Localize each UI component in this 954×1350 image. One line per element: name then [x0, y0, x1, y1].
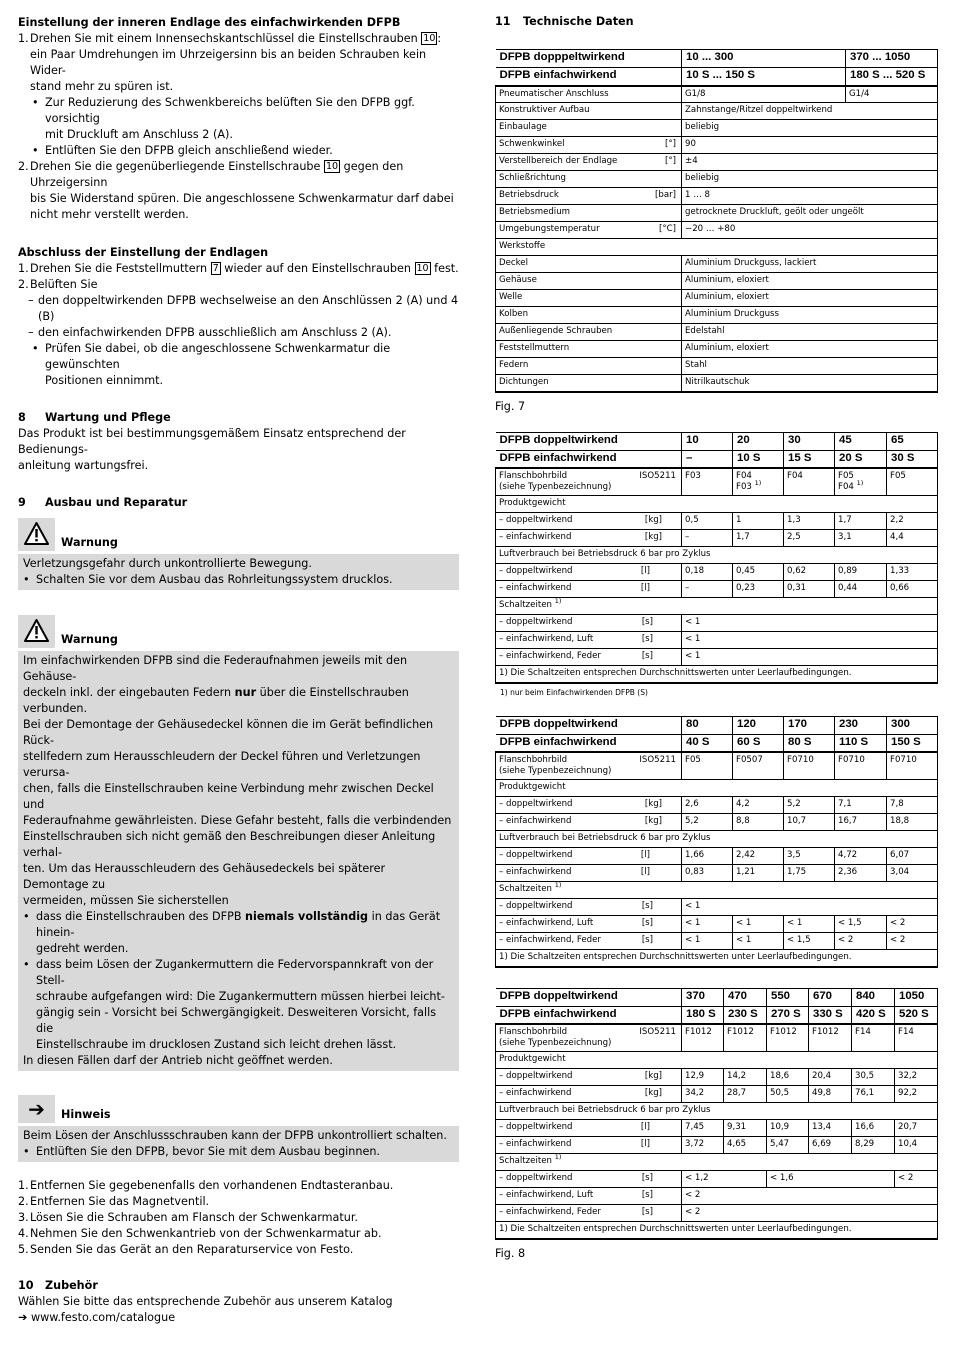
table-row: Schaltzeiten $^{1)}$: [496, 882, 938, 899]
section-9-heading: 9 Ausbau und Reparatur: [18, 496, 188, 509]
footnote: 1) nur beim Einfachwirkenden DFPB (S): [500, 687, 648, 697]
table-header-row: DFPB einfachwirkend 10 S ... 150 S 180 S ... 520 S: [496, 68, 938, 86]
table-row: – einfachwirkend [kg] 5,2 8,8 10,7 16,7 18,8: [496, 814, 938, 831]
table-row: – doppeltwirkend [s] < 1: [496, 899, 938, 916]
table-header-row: DFPB einfachwirkend – 10 S 15 S 20 S 30 S: [496, 450, 938, 468]
arrow-right-icon: ➔: [18, 1095, 55, 1123]
table-row: Pneumatischer Anschluss G1/8 G1/4: [496, 86, 938, 103]
table-row: Welle Aluminium, eloxiert: [496, 290, 938, 307]
ref-number: 7: [212, 263, 219, 274]
spec-table-large: [495, 988, 938, 1240]
list-item: 2. Entfernen Sie das Magnetventil.: [18, 1195, 210, 1208]
table-row: Einbaulage beliebig: [496, 120, 938, 137]
table-row: Gehäuse Aluminium, eloxiert: [496, 273, 938, 290]
warning-label: Warnung: [61, 536, 118, 549]
table-row: Schaltzeiten $^{1)}$: [496, 1154, 938, 1171]
dash-item: – den einfachwirkenden DFPB ausschließlich am Anschluss 2 (A).: [28, 326, 392, 339]
table-row: – doppeltwirkend [kg] 2,6 4,2 5,2 7,1 7,8: [496, 797, 938, 814]
table-row: Verstellbereich der Endlage [°] ±4: [496, 154, 938, 171]
table-row: Schließrichtung beliebig: [496, 171, 938, 188]
table-note-row: 1) Die Schaltzeiten entsprechen Durchschnittswerten unter Leerlaufbedingungen.: [496, 666, 938, 683]
table-row: Flanschbohrbild ISO5211 (siehe Typenbezeichnung) F1012 F1012 F1012 F1012 F14 F14: [496, 1024, 938, 1052]
table-row: Werkstoffe: [496, 239, 938, 256]
ref-number: 10: [416, 263, 429, 274]
hint-label: Hinweis: [61, 1108, 111, 1121]
abschluss-heading: Abschluss der Einstellung der Endlagen: [18, 246, 269, 259]
table-row: Außenliegende Schrauben Edelstahl: [496, 324, 938, 341]
table-row: Umgebungstemperatur [°C] −20 … +80: [496, 222, 938, 239]
table-header-row: DFPB doppeltwirkend 370 470 550 670 840 1050: [496, 988, 938, 1006]
bullet-item: • Prüfen Sie dabei, ob die angeschlossene Schwenkarmatur die gewünschten Positionen einnimmt.: [32, 342, 391, 387]
right-column: [495, 14, 937, 1262]
table-note-row: 1) Die Schaltzeiten entsprechen Durchschnittswerten unter Leerlaufbedingungen.: [496, 950, 938, 967]
table-row: – einfachwirkend, Luft [s] < 2: [496, 1188, 938, 1205]
table-row: – doppeltwirkend [kg] 0,5 1 1,3 1,7 2,2: [496, 513, 938, 530]
repair-steps: [18, 1178, 459, 1258]
list-item: 2. Drehen Sie die gegenüberliegende Einstellschraube 10 gegen den Uhrzeigersinn bis Sie Widerstand spüren. Die angeschlossene Schwenkarmatur darf dabei nicht mehr verstellt werden.: [18, 160, 454, 221]
list-item: 3. Lösen Sie die Schrauben am Flansch der Schwenkarmatur.: [18, 1211, 358, 1224]
table-row: Betriebsmedium getrocknete Druckluft, geölt oder ungeölt: [496, 205, 938, 222]
table-row: Konstruktiver Aufbau Zahnstange/Ritzel doppeltwirkend: [496, 103, 938, 120]
table-row: – doppeltwirkend [l] 7,45 9,31 10,9 13,4 16,6 20,7: [496, 1120, 938, 1137]
table-row: – doppeltwirkend [s] < 1,2 < 1,6 < 2: [496, 1171, 938, 1188]
hint-header: [18, 1091, 459, 1123]
table-row: – doppeltwirkend [l] 1,66 2,42 3,5 4,72 6,07: [496, 848, 938, 865]
table-row: – einfachwirkend, Luft [s] < 1 < 1 < 1 < 1,5 < 2: [496, 916, 938, 933]
table-row: Produktgewicht: [496, 1052, 938, 1069]
table-row: Produktgewicht: [496, 780, 938, 797]
dash-item: – den doppeltwirkenden DFPB wechselweise an den Anschlüssen 2 (A) und 4 (B): [28, 294, 459, 323]
warning-label: Warnung: [61, 633, 118, 646]
list-item: 5. Senden Sie das Gerät an den Reparaturservice von Festo.: [18, 1243, 354, 1256]
warning-box: Verletzungsgefahr durch unkontrollierte Bewegung. • Schalten Sie vor dem Ausbau das Rohrleitungssystem drucklos.: [18, 554, 459, 590]
warning-header: [18, 612, 459, 648]
list-item: 1. Drehen Sie die Feststellmuttern 7 wieder auf den Einstellschrauben 10 fest.: [18, 262, 459, 275]
table-row: Schaltzeiten $^{1)}$: [496, 598, 938, 615]
list-item: 1. Drehen Sie mit einem Innensechskantschlüssel die Einstellschrauben 10 : ein Paar Umdrehungen im Uhrzeigersinn bis an beiden Schrauben kein Wider- stand mehr zu spüren ist.: [18, 32, 442, 93]
list-item: 4. Nehmen Sie den Schwenkantrieb von der Schwenkarmatur ab.: [18, 1227, 382, 1240]
table-row: Luftverbrauch bei Betriebsdruck 6 bar pro Zyklus: [496, 831, 938, 848]
section-10-heading: 10 Zubehör: [18, 1279, 98, 1292]
section-8-heading: 8 Wartung und Pflege: [18, 411, 171, 424]
table-row: – einfachwirkend, Feder [s] < 1: [496, 649, 938, 666]
table-row: – einfachwirkend [kg] – 1,7 2,5 3,1 4,4: [496, 530, 938, 547]
catalogue-link[interactable]: ➔ www.festo.com/catalogue: [18, 1311, 176, 1324]
ref-number: 10: [423, 33, 436, 44]
table-row: – einfachwirkend [l] – 0,23 0,31 0,44 0,66: [496, 581, 938, 598]
endlage-steps: [18, 31, 459, 95]
table-row: – doppeltwirkend [kg] 12,9 14,2 18,6 20,4 30,5 32,2: [496, 1069, 938, 1086]
left-column: Einstellung der inneren Endlage des einfachwirkenden DFPB 1. Drehen Sie mit einem Innensechskantschlüssel die Einstellschrauben 10 : ein Paar Umdrehungen im Uhrzeigersinn bis an beiden Schrauben kein Wider- stand mehr zu spüren ist. • Zur Reduzierung des Schwenkbereichs belüften Sie den DFPB ggf. vorsichtig mit Druckluft am Anschluss 2 (A). • Entlüften Sie den DFPB gleich anschließend wieder. 2. Drehen Sie die gegenüberliegende Einstellschraube 10 gegen den Uhrzeigersinn bis Sie Widerstand spüren. Die angeschlossene Schwenkarmatur darf dabei nicht mehr verstellt werden. Abschluss der Einstellung der Endlagen 1. Drehen Sie die Feststellmuttern 7 wieder auf den Einstellschrauben 10 fest. 2. Belüften Sie – den doppeltwirkenden DFPB wechselweise an den Anschlüssen 2 (A) und 4 (B) – den einfachwirkenden DFPB ausschließlich am Anschluss 2 (A). • Prüfen Sie dabei, ob die angeschlossene Schwenkarmatur die gewünschten Positionen einnimmt. 8 Wartung und Pflege Das Produkt ist bei bestimmungsgemäßem Einsatz entsprechend der Bedienungs- anleitung wartungsfrei. 9 Ausbau und Reparatur Warnung Verletzungsgefahr durch unkontrollierte Bewegung. • Schalten Sie vor dem Ausbau das Rohrleitungssystem drucklos. Warnung Im einfachwirkenden DFPB sind die Federaufnahmen jeweils mit den Gehäuse- deckeln inkl. der eingebauten Federn nur über die Einstellschrauben verbunden. Bei der Demontage der Gehäusedeckel können die im Gerät befindlichen Rück- stellfedern zum Herausschleudern der Deckel führen und Verletzungen verursa- chen, falls die Einstellschrauben keine Verbindung mehr zwischen Deckel und Federaufnahme gewährleisten. Diese Gefahr besteht, falls die verbindenden Einstellschrauben sich nicht gemäß den Beschreibungen dieser Anleitung verhal- ten. Um das Herausschleudern des Gehäusedeckels bei späterer Demontage zu vermeiden, müssen Sie sicherstellen • dass die Einstellschrauben des DFPB niemals vollständig in das Gerät hinein- gedreht werden. • dass beim Lösen der Zugankermuttern die Federvorspannkraft von der Stell- schraube aufgefangen wird: Die Zugankermuttern müssen hierbei leicht- gängig sein - Vorsicht bei Schwergängigkeit. Desweiteren Vorsicht, falls die Einstellschraube im drucklosen Zustand sich leicht drehen lässt. In diesen Fällen darf der Antrieb nicht geöffnet werden. ➔ Hinweis Beim Lösen der Anschlussschrauben kann der DFPB unkontrolliert schalten. • Entlüften Sie den DFPB, bevor Sie mit dem Ausbau beginnen. 1. Entfernen Sie gegebenenfalls den vorhandenen Endtasteranbau. 2. Entfernen Sie das Magnetventil. 3. Lösen Sie die Schrauben am Flansch der Schwenkarmatur. 4. Nehmen Sie den Schwenkantrieb von der Schwenkarmatur ab. 5. Senden Sie das Gerät an den Reparaturservice von Festo. 10 Zubehör Wählen Sie bitte das entsprechende Zubehör aus unserem Katalog ➔ www.festo.com/catalogue: [18, 16, 459, 1324]
hint-box: Beim Lösen der Anschlussschrauben kann der DFPB unkontrolliert schalten. • Entlüften Sie den DFPB, bevor Sie mit dem Ausbau beginnen.: [18, 1126, 459, 1162]
figure-caption: Fig. 7: [495, 399, 526, 413]
section-8-text: Das Produkt ist bei bestimmungsgemäßem Einsatz entsprechend der Bedienungs- anleitung wartungsfrei.: [18, 427, 406, 472]
warning-triangle-icon: [18, 615, 55, 648]
table-row: Flanschbohrbild ISO5211 (siehe Typenbezeichnung) F03 F04 F03 $^{1)}$ F04 F05 F04 $^{1)}$ F05: [496, 468, 938, 496]
figure-caption: Fig. 8: [495, 1246, 526, 1260]
table-row: – einfachwirkend [kg] 34,2 28,7 50,5 49,8 76,1 92,2: [496, 1086, 938, 1103]
table-header-row: DFPB doppeltwirkend 80 120 170 230 300: [496, 716, 938, 734]
table-row: – einfachwirkend [l] 0,83 1,21 1,75 2,36 3,04: [496, 865, 938, 882]
section-11-heading: 11 Technische Daten: [495, 15, 634, 28]
table-header-row: DFPB einfachwirkend 180 S 230 S 270 S 330 S 420 S 520 S: [496, 1006, 938, 1024]
tech-data-table: [495, 49, 938, 393]
table-row: Deckel Aluminium Druckguss, lackiert: [496, 256, 938, 273]
warning-triangle-icon: [18, 518, 55, 551]
table-row: Dichtungen Nitrilkautschuk: [496, 375, 938, 392]
table-row: – einfachwirkend, Feder [s] < 2: [496, 1205, 938, 1222]
warning-header: [18, 515, 459, 551]
list-item: 1. Entfernen Sie gegebenenfalls den vorhandenen Endtasteranbau.: [18, 1179, 394, 1192]
table-header-row: DFPB dopppeltwirkend 10 ... 300 370 ... 1050: [496, 50, 938, 68]
table-row: Kolben Aluminium Druckguss: [496, 307, 938, 324]
table-row: Feststellmuttern Aluminium, eloxiert: [496, 341, 938, 358]
bullet-item: • Entlüften Sie den DFPB gleich anschließend wieder.: [32, 144, 333, 157]
table-row: Federn Stahl: [496, 358, 938, 375]
warning-box: Im einfachwirkenden DFPB sind die Federaufnahmen jeweils mit den Gehäuse- deckeln inkl. der eingebauten Federn nur über die Einstellschrauben verbunden. Bei der Demontage der Gehäusedeckel können die im Gerät befindlichen Rück- stellfedern zum Herausschleudern der Deckel führen und Verletzungen verursa- chen, falls die Einstellschrauben keine Verbindung mehr zwischen Deckel und Federaufnahme gewährleisten. Diese Gefahr besteht, falls die verbindenden Einstellschrauben sich nicht gemäß den Beschreibungen dieser Anleitung verhal- ten. Um das Herausschleudern des Gehäusedeckels bei späterer Demontage zu vermeiden, müssen Sie sicherstellen • dass die Einstellschrauben des DFPB niemals vollständig in das Gerät hinein- gedreht werden. • dass beim Lösen der Zugankermuttern die Federvorspannkraft von der Stell- schraube aufgefangen wird: Die Zugankermuttern müssen hierbei leicht- gängig sein - Vorsicht bei Schwergängigkeit. Desweiteren Vorsicht, falls die Einstellschraube im drucklosen Zustand sich leicht drehen lässt. In diesen Fällen darf der Antrieb nicht geöffnet werden.: [18, 651, 459, 1071]
arrow-right-icon: ➔: [18, 1311, 28, 1324]
table-header-row: DFPB doppeltwirkend 10 20 30 45 65: [496, 432, 938, 450]
table-row: – einfachwirkend, Luft [s] < 1: [496, 632, 938, 649]
table-row: Produktgewicht: [496, 496, 938, 513]
table-row: Flanschbohrbild ISO5211 (siehe Typenbezeichnung) F05 F0507 F0710 F0710 F0710: [496, 752, 938, 780]
table-header-row: DFPB einfachwirkend 40 S 60 S 80 S 110 S 150 S: [496, 734, 938, 752]
table-note-row: 1) Die Schaltzeiten entsprechen Durchschnittswerten unter Leerlaufbedingungen.: [496, 1222, 938, 1239]
table-row: – doppeltwirkend [s] < 1: [496, 615, 938, 632]
spec-table-small: [495, 432, 938, 684]
table-row: Luftverbrauch bei Betriebsdruck 6 bar pro Zyklus: [496, 1103, 938, 1120]
table-row: – doppeltwirkend [l] 0,18 0,45 0,62 0,89 1,33: [496, 564, 938, 581]
bullet-item: • Zur Reduzierung des Schwenkbereichs belüften Sie den DFPB ggf. vorsichtig mit Druckluft am Anschluss 2 (A).: [32, 96, 415, 141]
list-item: 2. Belüften Sie: [18, 278, 98, 291]
spec-table-medium: [495, 716, 938, 968]
endlage-heading: Einstellung der inneren Endlage des einfachwirkenden DFPB: [18, 16, 401, 29]
table-row: Schwenkwinkel [°] 90: [496, 137, 938, 154]
table-row: Betriebsdruck [bar] 1 … 8: [496, 188, 938, 205]
table-row: Luftverbrauch bei Betriebsdruck 6 bar pro Zyklus: [496, 547, 938, 564]
ref-number: 10: [325, 161, 339, 172]
table-row: – einfachwirkend [l] 3,72 4,65 5,47 6,69 8,29 10,4: [496, 1137, 938, 1154]
table-row: – einfachwirkend, Feder [s] < 1 < 1 < 1,5 < 2 < 2: [496, 933, 938, 950]
